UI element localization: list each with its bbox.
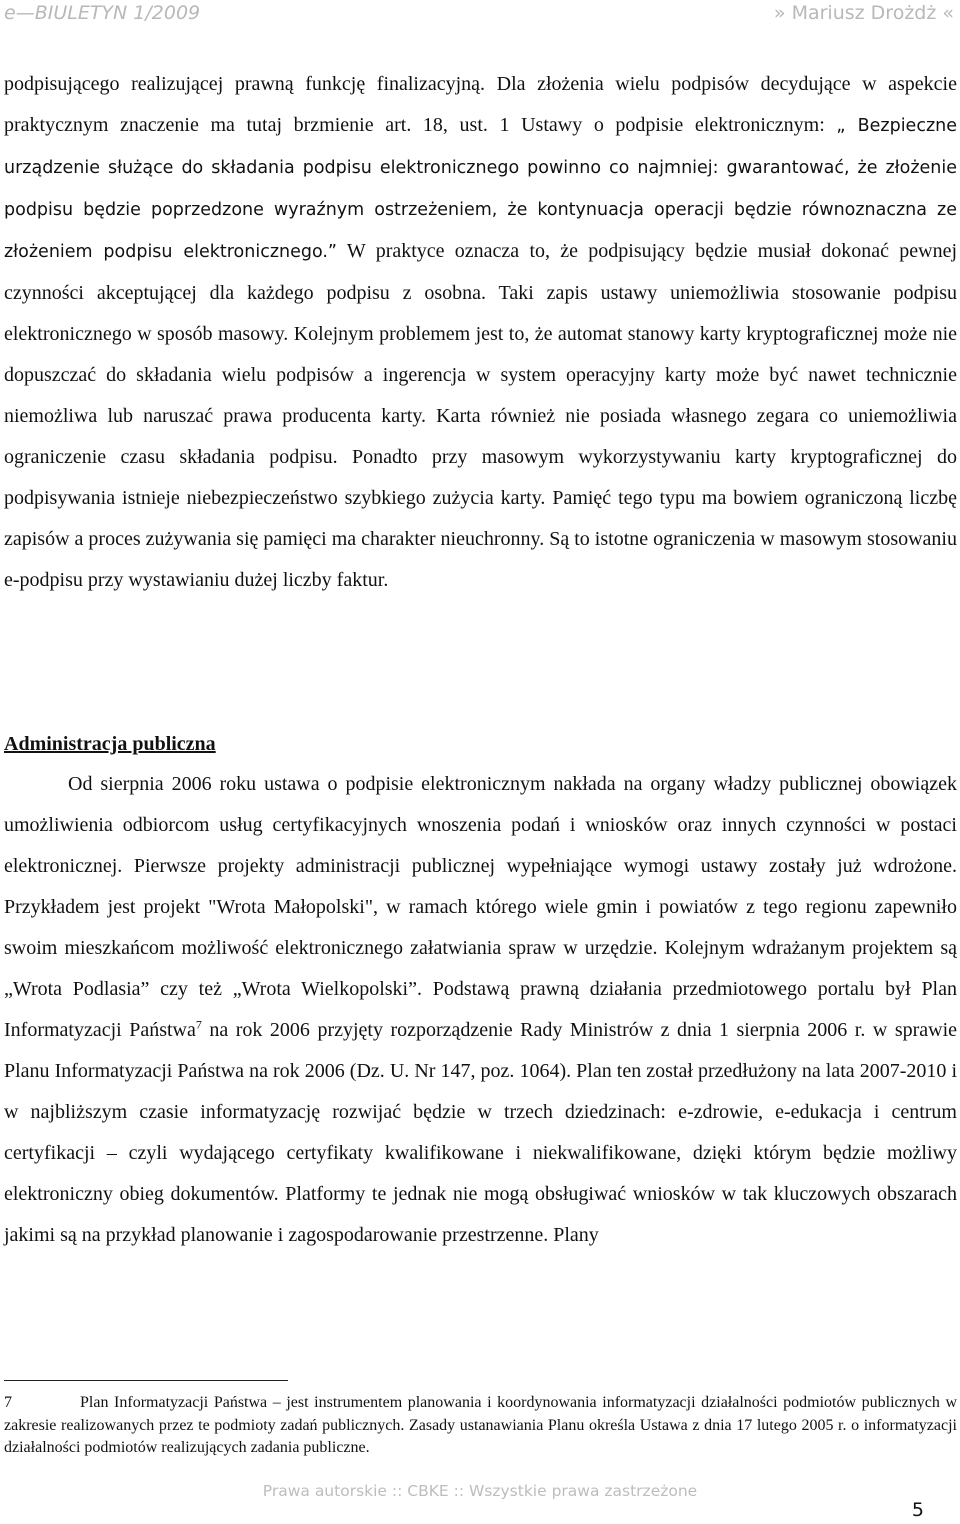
- paragraph-1-text-a: podpisującego realizującej prawną funkcję finalizacyjną. Dla złożenia wielu podpisów decydujące w aspekcie praktycznym znaczenie ma tutaj brzmienie art. 18, ust. 1 Ustawy o podpisie elektronicznym:: [4, 73, 957, 136]
- paragraph-1-text-c: W praktyce oznacza to, że podpisujący będzie musiał dokonać pewnej czynności akceptującej dla każdego podpisu z osobna. Taki zapis ustawy uniemożliwia stosowanie podpisu elektronicznego w sposób masowy. Kolejnym problemem jest to, że automat stanowy karty kryptograficznej może nie dopuszczać do składania wielu podpisów a ingerencja w system operacyjny karty może być nawet technicznie niemożliwa lub naruszać prawa producenta karty. Karta również nie posiada własnego zegara co uniemożliwia ograniczenie czasu składania podpisu. Ponadto przy masowym wykorzystywaniu karty kryptograficznej do podpisywania istnieje niebezpieczeństwo szybkiego zużycia karty. Pamięć tego typu ma bowiem ograniczoną liczbę zapisów a proces zużywania się pamięci ma charakter nieuchronny. Są to istotne ograniczenia w masowym stosowaniu e-podpisu przy wystawianiu dużej liczby faktur.: [4, 240, 958, 591]
- paragraph-2-text-a: Od sierpnia 2006 roku ustawa o podpisie elektronicznym nakłada na organy władzy publicznej obowiązek umożliwienia odbiorcom usług certyfikacyjnych wnoszenia podań i wniosków oraz innych czynności w postaci elektronicznej. Pierwsze projekty administracji publicznej wypełniające wymogi ustawy zostały już wdrożone. Przykładem jest projekt "Wrota Małopolski", w ramach którego wiele gmin i powiatów z tego regionu zapewniło swoim mieszkańcom możliwość elektronicznego załatwiania spraw w urzędzie. Kolejnym wdrażanym projektem są „Wrota Podlasia” czy też „Wrota Wielkopolski”. Podstawą prawną działania przedmiotowego portalu był Plan Informatyzacji Państwa: [4, 773, 957, 1041]
- body-paragraph-1: [4, 64, 957, 601]
- footnote-text: Plan Informatyzacji Państwa – jest instrumentem planowania i koordynowania informatyzacji działalności podmiotów publicznych w zakresie realizowanych przez te podmioty zadań publicznych. Zasady ustanawiania Planu określa Ustawa z dnia 17 lutego 2005 r. o informatyzacji działalności podmiotów realizujących zadania publiczne.: [4, 1394, 957, 1456]
- header-author: » Mariusz Drożdż «: [773, 2, 954, 24]
- section-heading: Administracja publiczna: [4, 733, 216, 755]
- footnote-separator: [4, 1380, 288, 1381]
- header-journal-title: e—BIULETYN 1/2009: [4, 2, 201, 24]
- footnote: [4, 1392, 957, 1460]
- paragraph-1-quote: „ Bezpieczne urządzenie służące do składania podpisu elektronicznego powinno co najmniej: gwarantować, że złożenie podpisu będzie poprzedzone wyraźnym ostrzeżeniem, że kontynuacja operacji będzie równoznaczna ze złożeniem podpisu elektronicznego.”: [4, 116, 957, 262]
- footer-copyright: Prawa autorskie :: CBKE :: Wszystkie prawa zastrzeżone: [262, 1482, 698, 1500]
- footnote-reference: 7: [195, 1017, 202, 1032]
- paragraph-2-text-b: na rok 2006 przyjęty rozporządzenie Rady Ministrów z dnia 1 sierpnia 2006 r. w sprawie Planu Informatyzacji Państwa na rok 2006 (Dz. U. Nr 147, poz. 1064). Plan ten został przedłużony na lata 2007-2010 i w najbliższym czasie informatyzację rozwijać będzie w trzech dziedzinach: e-zdrowie, e-edukacja i centrum certyfikacji – czyli wydającego certyfikaty kwalifikowane i niekwalifikowane, dzięki którym będzie możliwy elektroniczny obieg dokumentów. Platformy te jednak nie mogą obsługiwać wniosków w tak kluczowych obszarach jakimi są na przykład planowanie i zagospodarowanie przestrzenne. Plany: [4, 1019, 958, 1246]
- footnote-number: 7: [4, 1394, 12, 1411]
- body-paragraph-2: [4, 764, 957, 1256]
- page-number: 5: [911, 1499, 924, 1521]
